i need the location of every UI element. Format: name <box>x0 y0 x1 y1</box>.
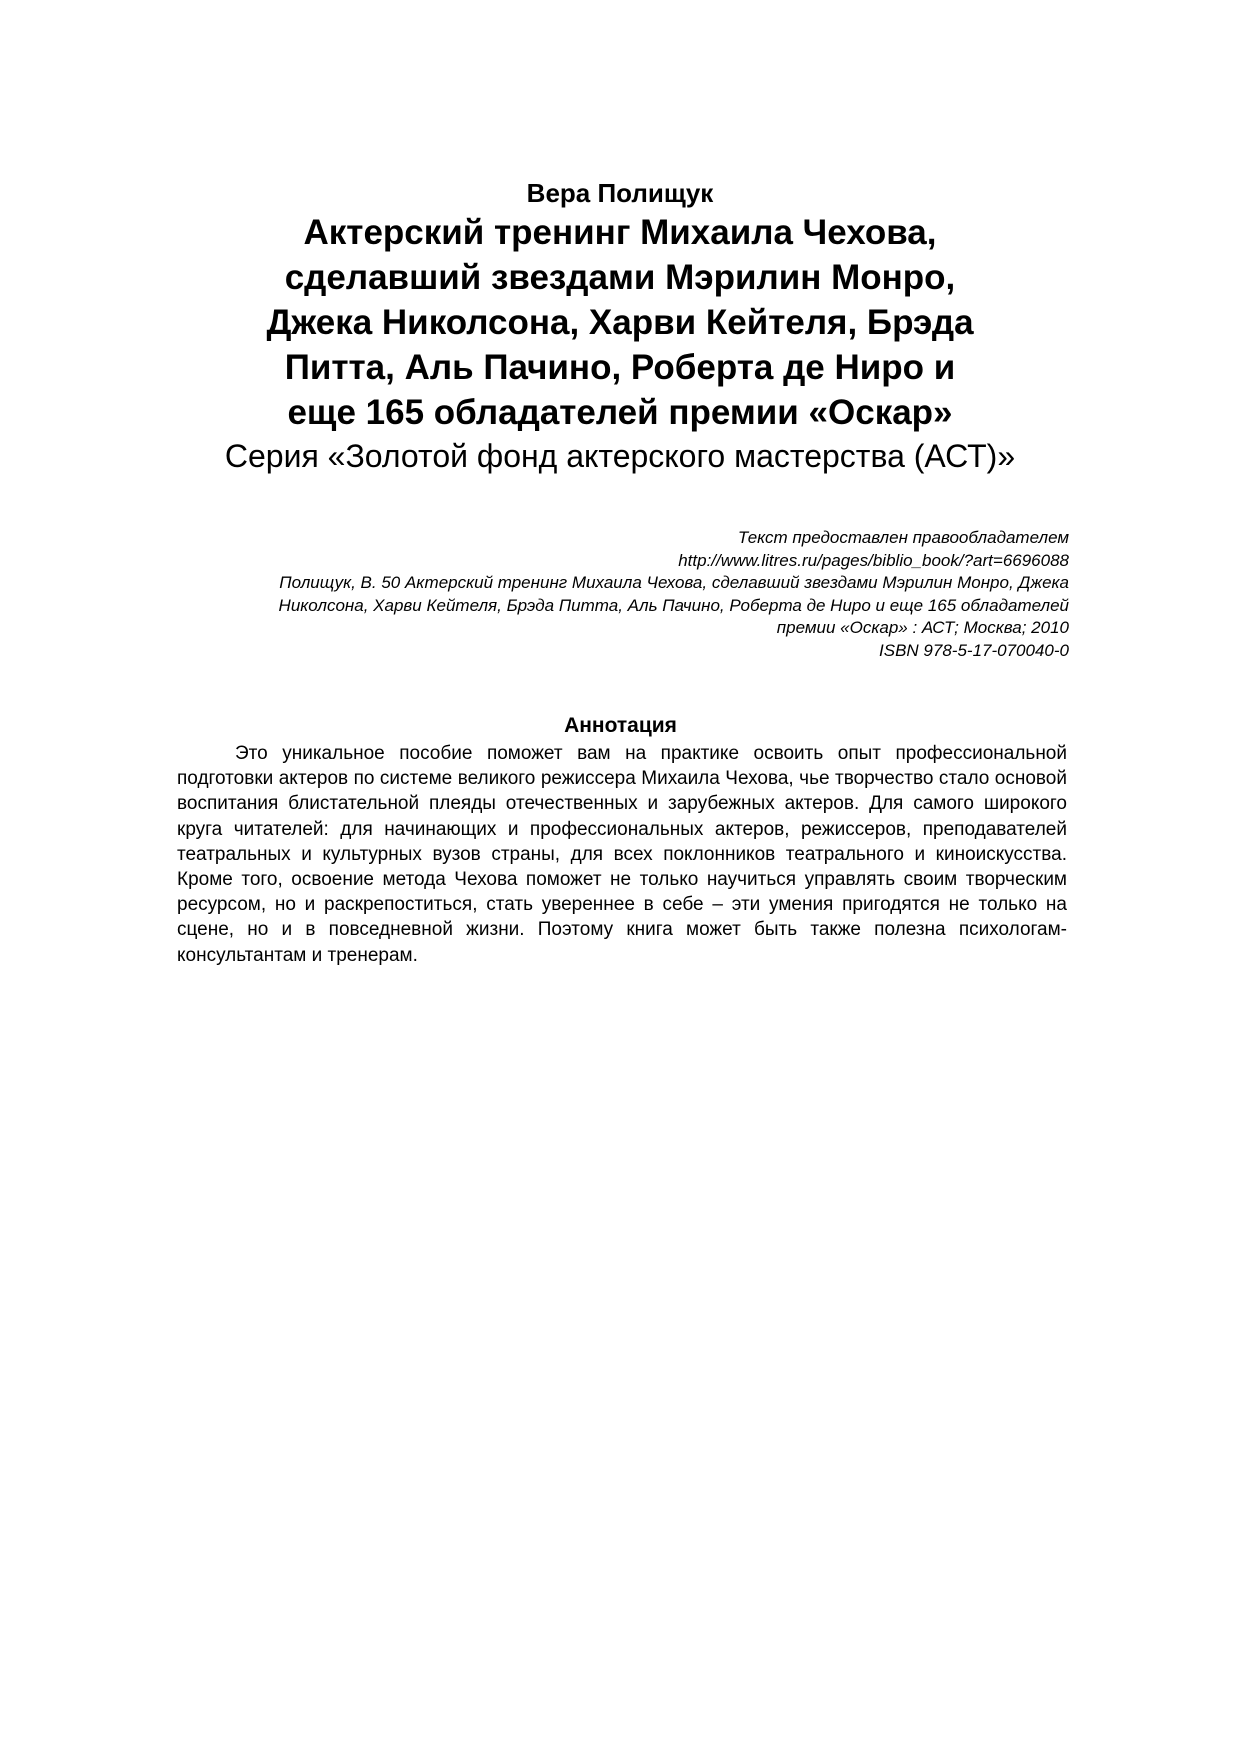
citation-line: премии «Оскар» : АСТ; Москва; 2010 <box>776 618 1069 637</box>
book-title-line: еще 165 обладателей премии «Оскар» <box>287 393 953 432</box>
book-title-line: Джека Николсона, Харви Кейтеля, Брэда <box>266 303 974 342</box>
annotation-heading: Аннотация <box>564 714 677 737</box>
isbn-text: ISBN 978-5-17-070040-0 <box>879 640 1069 660</box>
book-title-line: сделавший звездами Мэрилин Монро, <box>284 258 956 297</box>
book-title <box>170 210 1070 435</box>
provided-by-text: Текст предоставлен правообладателем <box>737 528 1069 547</box>
publication-meta <box>169 527 1069 662</box>
source-url-link[interactable]: http://www.litres.ru/pages/biblio_book/?art=6696088 <box>678 550 1069 570</box>
book-title-line: Питта, Аль Пачино, Роберта де Ниро и <box>284 348 956 387</box>
annotation-text: Это уникальное пособие поможет вам на практике освоить опыт профессиональной подготовки актеров по системе великого режиссера Михаила Чехова, чье творчество стало основой воспитания блистательной плеяды отечественных и зарубежных актеров. Для самого широкого круга читателей: для начинающих и профессиональных актеров, режиссеров, преподавателей театральных и культурных вузов страны, для всех поклонников театрального и киноискусства. Кроме того, освоение метода Чехова поможет не только научиться управлять своим творческим ресурсом, но и раскрепоститься, стать увереннее в себе – эти умения пригодятся не только на сцене, но и в повседневной жизни. Поэтому книга может быть также полезна психологам-консультантам и тренерам. <box>177 743 1067 966</box>
series-name: Серия «Золотой фонд актерского мастерства (АСТ)» <box>224 438 1016 474</box>
author-name: Вера Полищук <box>526 178 714 208</box>
title-block <box>170 176 1070 477</box>
citation-line: Полищук, В. 50 Актерский тренинг Михаила Чехова, сделавший звездами Мэрилин Монро, Джека <box>279 573 1069 592</box>
book-title-line: Актерский тренинг Михаила Чехова, <box>303 213 937 252</box>
citation-line: Николсона, Харви Кейтеля, Брэда Питта, Аль Пачино, Роберта де Ниро и еще 165 обладателей <box>278 595 1069 615</box>
